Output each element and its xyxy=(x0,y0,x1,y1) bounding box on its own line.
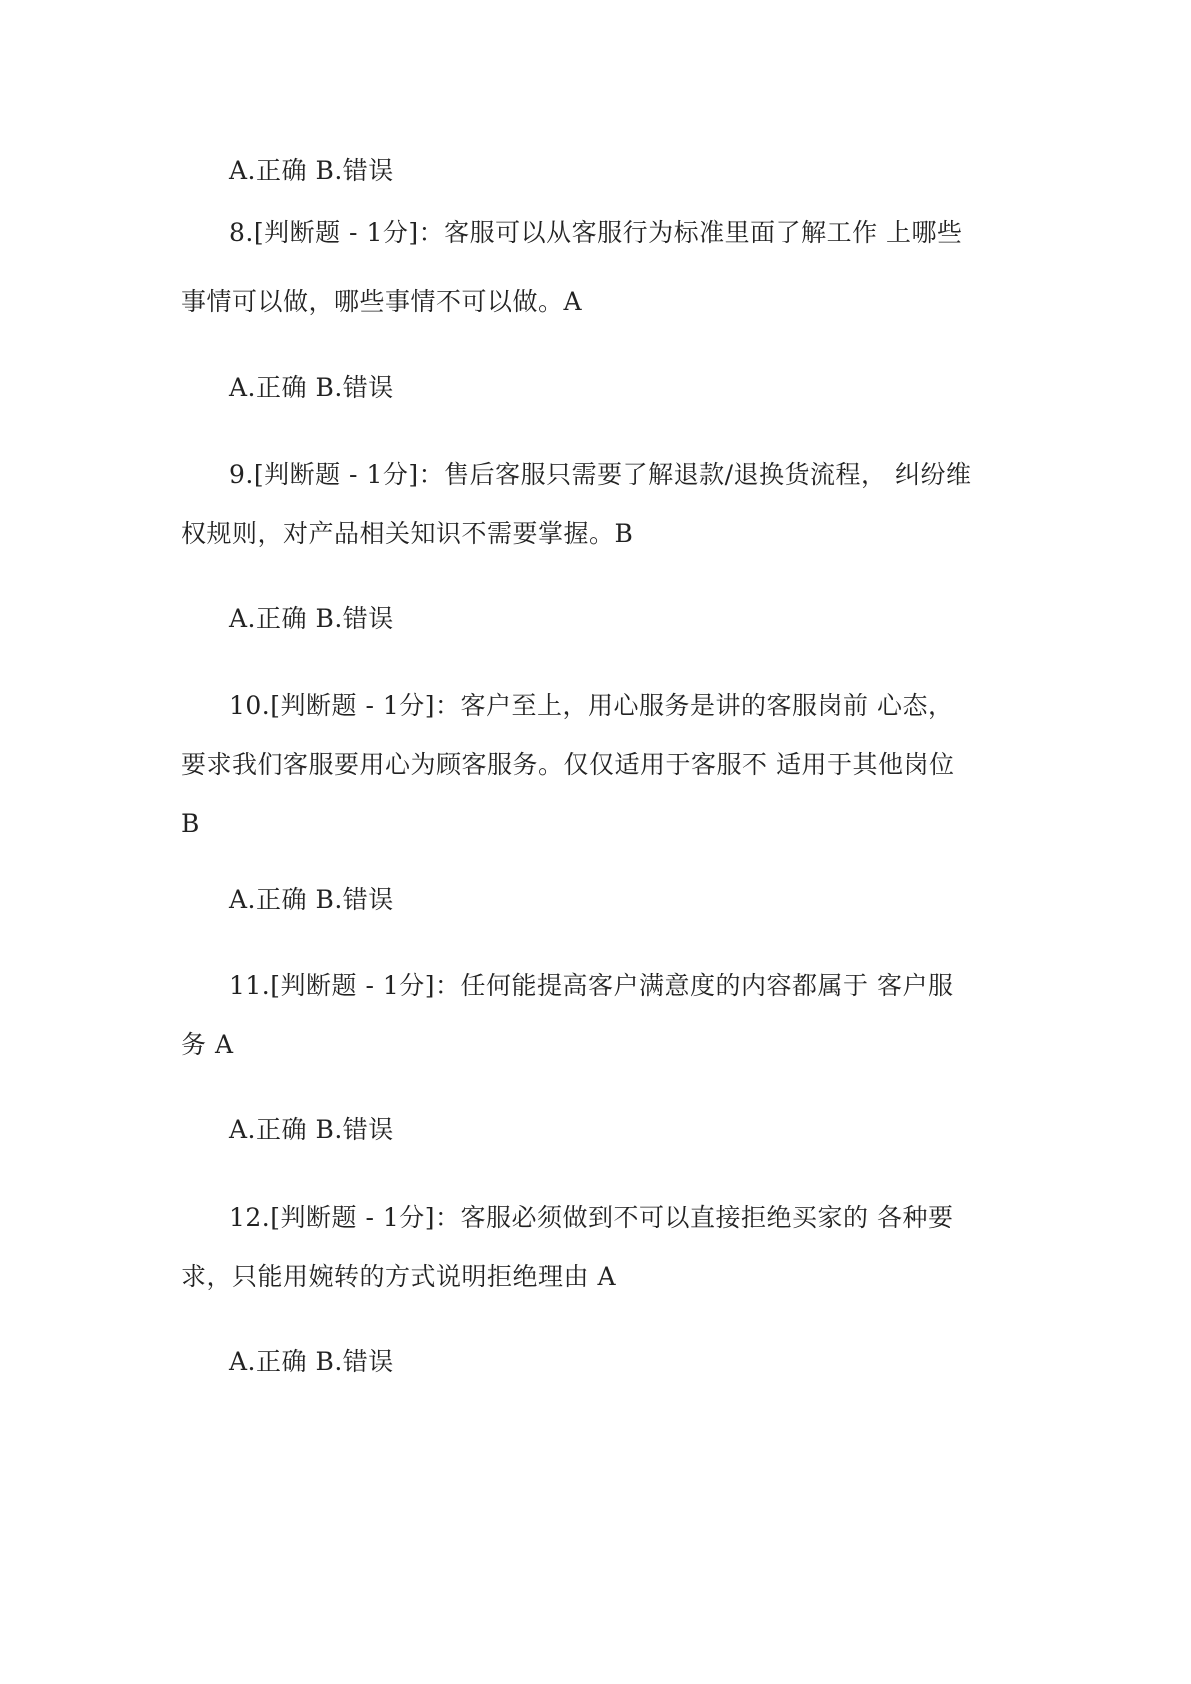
question-11-line-2: 务 A xyxy=(181,1030,234,1059)
options-line: A.正确 B.错误 xyxy=(229,373,394,402)
options-line: A.正确 B.错误 xyxy=(229,885,394,914)
question-9-line-1: 9.[判断题 - 1分]：售后客服只需要了解退款/退换货流程， 纠纷维 xyxy=(229,460,972,489)
options-line: A.正确 B.错误 xyxy=(229,1115,394,1144)
question-12-line-2: 求，只能用婉转的方式说明拒绝理由 A xyxy=(181,1262,617,1291)
question-8-line-2: 事情可以做，哪些事情不可以做。A xyxy=(181,287,583,316)
question-10-line-2: 要求我们客服要用心为顾客服务。仅仅适用于客服不 适用于其他岗位 xyxy=(181,750,955,779)
question-8-line-1: 8.[判断题 - 1分]：客服可以从客服行为标准里面了解工作 上哪些 xyxy=(229,218,963,247)
options-line: A.正确 B.错误 xyxy=(229,1347,394,1376)
options-line: A.正确 B.错误 xyxy=(229,156,394,185)
question-10-line-3: B xyxy=(181,809,200,838)
question-10-line-1: 10.[判断题 - 1分]：客户至上，用心服务是讲的客服岗前 心态， xyxy=(229,691,954,720)
question-9-line-2: 权规则，对产品相关知识不需要掌握。B xyxy=(181,519,634,548)
options-line: A.正确 B.错误 xyxy=(229,604,394,633)
question-11-line-1: 11.[判断题 - 1分]：任何能提高客户满意度的内容都属于 客户服 xyxy=(229,971,954,1000)
question-12-line-1: 12.[判断题 - 1分]：客服必须做到不可以直接拒绝买家的 各种要 xyxy=(229,1203,954,1232)
